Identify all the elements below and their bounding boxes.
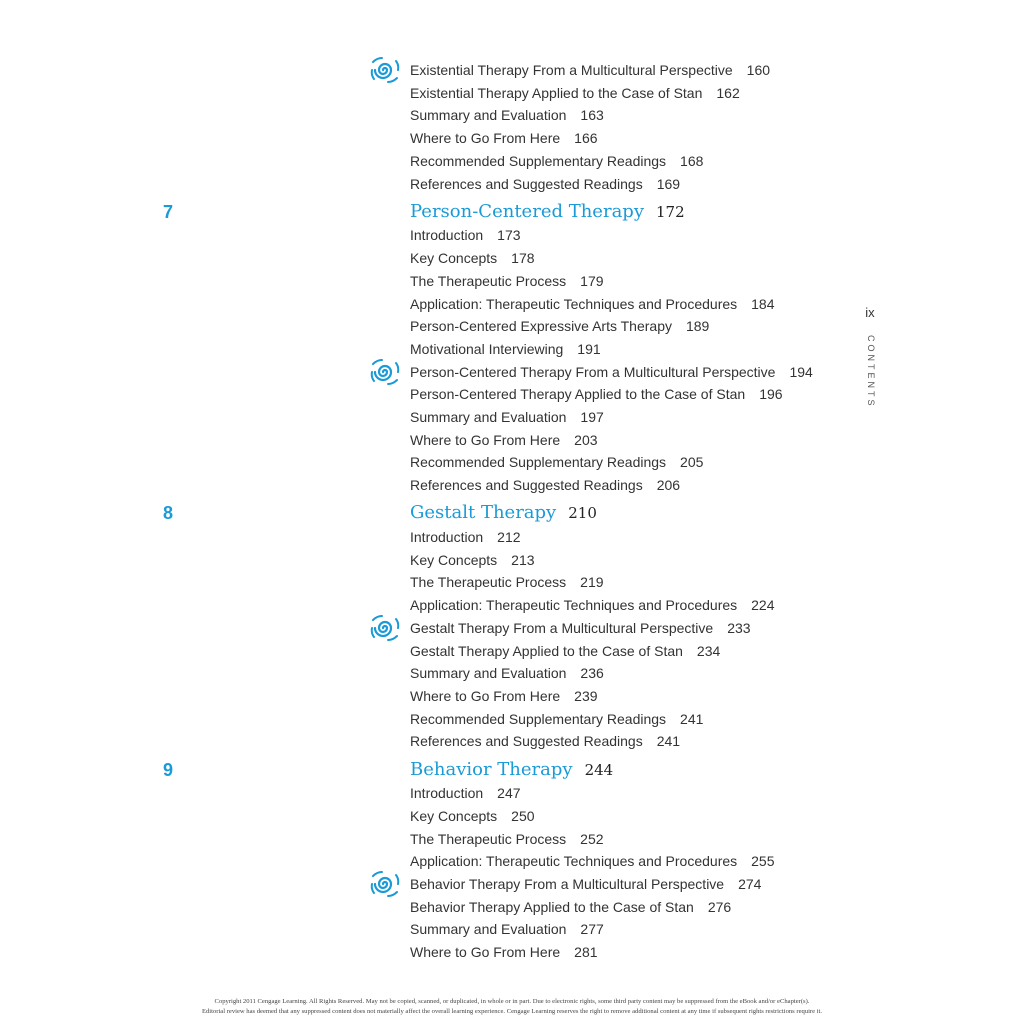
chapter-number: 8 bbox=[162, 503, 173, 524]
toc-entry[interactable] bbox=[410, 272, 604, 290]
entry-page-number: 224 bbox=[751, 597, 775, 614]
toc-entry[interactable] bbox=[410, 84, 740, 102]
toc-entry[interactable] bbox=[410, 363, 813, 381]
toc-entry[interactable] bbox=[410, 431, 598, 449]
toc-entry[interactable] bbox=[410, 408, 604, 426]
entry-page-number: 160 bbox=[746, 62, 771, 78]
entry-page-number: 255 bbox=[751, 853, 775, 870]
entry-title: Recommended Supplementary Readings bbox=[410, 710, 667, 727]
entry-title: Where to Go From Here bbox=[410, 944, 561, 961]
toc-entry[interactable] bbox=[410, 551, 535, 569]
entry-page-number: 239 bbox=[574, 687, 598, 704]
entry-page-number: 281 bbox=[574, 944, 598, 961]
toc-entry[interactable] bbox=[410, 175, 680, 193]
entry-page-number: 169 bbox=[656, 175, 681, 192]
entry-page-number: 205 bbox=[680, 454, 704, 471]
entry-title: Recommended Supplementary Readings bbox=[410, 152, 667, 169]
entry-title: Existential Therapy Applied to the Case of Stan bbox=[410, 84, 703, 101]
copyright-notice bbox=[0, 997, 1024, 1017]
chapter-title-text: Behavior Therapy bbox=[410, 758, 573, 780]
page-number: ix bbox=[865, 305, 875, 320]
chapter-number: 7 bbox=[162, 201, 173, 222]
entry-title: Gestalt Therapy Applied to the Case of Stan bbox=[410, 642, 683, 659]
toc-entry[interactable] bbox=[410, 106, 604, 124]
entry-page-number: 213 bbox=[511, 551, 535, 568]
entry-page-number: 189 bbox=[685, 318, 710, 335]
chapter-title-text: Person-Centered Therapy bbox=[410, 200, 644, 222]
entry-title: Summary and Evaluation bbox=[410, 107, 567, 124]
toc-entry[interactable] bbox=[410, 898, 731, 916]
entry-title: Person-Centered Therapy From a Multicultural Perspective bbox=[410, 363, 776, 380]
entry-title: Summary and Evaluation bbox=[410, 409, 567, 425]
entry-page-number: 277 bbox=[580, 921, 604, 938]
toc-entry[interactable] bbox=[410, 807, 535, 825]
toc-entry[interactable] bbox=[410, 476, 680, 494]
multicultural-swirl-icon bbox=[370, 614, 400, 642]
toc-entry[interactable] bbox=[410, 596, 775, 614]
entry-title: Where to Go From Here bbox=[410, 687, 561, 704]
chapter-page-number: 172 bbox=[656, 202, 685, 221]
toc-entry[interactable] bbox=[410, 317, 709, 335]
chapter-heading[interactable] bbox=[0, 757, 800, 783]
chapter-title bbox=[410, 199, 685, 225]
entry-title: The Therapeutic Process bbox=[410, 272, 567, 289]
toc-entry[interactable] bbox=[410, 642, 720, 660]
toc-entry[interactable] bbox=[410, 830, 604, 848]
toc-entry[interactable] bbox=[410, 129, 598, 147]
entry-page-number: 206 bbox=[656, 477, 681, 494]
toc-entry[interactable] bbox=[410, 295, 775, 313]
entry-title: Where to Go From Here bbox=[410, 130, 561, 147]
entry-title: Application: Therapeutic Techniques and Procedures bbox=[410, 295, 738, 312]
entry-title: Gestalt Therapy From a Multicultural Perspective bbox=[410, 619, 714, 636]
entry-title: Introduction bbox=[410, 227, 484, 244]
multicultural-swirl-icon bbox=[370, 870, 400, 898]
entry-title: Behavior Therapy From a Multicultural Perspective bbox=[410, 876, 725, 892]
entry-page-number: 168 bbox=[680, 152, 704, 169]
entry-title: Application: Therapeutic Techniques and Procedures bbox=[410, 853, 738, 870]
entry-page-number: 219 bbox=[580, 574, 604, 591]
entry-page-number: 163 bbox=[580, 107, 604, 124]
toc-entry[interactable] bbox=[410, 61, 770, 79]
toc-entry[interactable] bbox=[410, 528, 521, 546]
entry-title: Summary and Evaluation bbox=[410, 921, 567, 938]
entry-title: Motivational Interviewing bbox=[410, 340, 564, 357]
toc-entry[interactable] bbox=[410, 249, 535, 267]
running-head: CONTENTS bbox=[866, 335, 876, 409]
toc-entry[interactable] bbox=[410, 385, 783, 403]
entry-title: Key Concepts bbox=[410, 551, 498, 568]
entry-title: Behavior Therapy Applied to the Case of Stan bbox=[410, 898, 694, 915]
copyright-line-1: Copyright 2011 Cengage Learning. All Rights Reserved. May not be copied, scanned, or duplicated, in whole or in part. Due to electronic rights, some third party content may be suppressed from the eBook and/or eChapter(s). bbox=[214, 998, 810, 1005]
entry-page-number: 178 bbox=[511, 250, 535, 267]
chapter-page-number: 244 bbox=[584, 760, 614, 779]
entry-page-number: 203 bbox=[574, 431, 598, 448]
entry-title: Introduction bbox=[410, 529, 484, 545]
entry-page-number: 184 bbox=[751, 295, 775, 312]
entry-page-number: 191 bbox=[577, 340, 601, 357]
multicultural-swirl-icon bbox=[370, 56, 400, 84]
toc-entry[interactable] bbox=[410, 875, 761, 893]
entry-page-number: 233 bbox=[727, 619, 751, 636]
entry-title: Introduction bbox=[410, 785, 484, 802]
entry-page-number: 162 bbox=[716, 84, 740, 101]
toc-entry[interactable] bbox=[410, 619, 751, 637]
toc-entry[interactable] bbox=[410, 152, 703, 170]
entry-page-number: 236 bbox=[580, 665, 604, 682]
entry-page-number: 252 bbox=[580, 830, 604, 847]
entry-page-number: 212 bbox=[497, 529, 521, 545]
entry-page-number: 274 bbox=[738, 876, 762, 892]
entry-title: Existential Therapy From a Multicultural Perspective bbox=[410, 62, 733, 78]
entry-page-number: 247 bbox=[497, 785, 521, 802]
chapter-page-number: 210 bbox=[568, 504, 597, 523]
toc-entry[interactable] bbox=[410, 784, 521, 802]
entry-page-number: 173 bbox=[497, 227, 521, 244]
entry-page-number: 194 bbox=[789, 363, 813, 380]
chapter-title bbox=[410, 757, 613, 783]
toc-entry[interactable] bbox=[410, 573, 604, 591]
toc-entry[interactable] bbox=[410, 687, 598, 705]
entry-title: Person-Centered Expressive Arts Therapy bbox=[410, 318, 672, 335]
entry-page-number: 179 bbox=[580, 272, 604, 289]
chapter-number: 9 bbox=[162, 759, 173, 780]
entry-title: Recommended Supplementary Readings bbox=[410, 454, 667, 471]
toc-entry[interactable] bbox=[410, 226, 521, 244]
copyright-line-2: Editorial review has deemed that any suppressed content does not materially affect the overall learning experience. Cengage Learning reserves the right to remove additional content at any time if subsequent rights restrictions require it. bbox=[201, 1008, 823, 1015]
entry-title: Application: Therapeutic Techniques and Procedures bbox=[410, 597, 738, 614]
toc-entry[interactable] bbox=[410, 732, 680, 750]
entry-title: Key Concepts bbox=[410, 250, 498, 267]
toc-entry[interactable] bbox=[410, 920, 604, 938]
entry-title: Key Concepts bbox=[410, 807, 498, 824]
entry-title: The Therapeutic Process bbox=[410, 830, 567, 847]
entry-title: References and Suggested Readings bbox=[410, 175, 643, 192]
entry-title: References and Suggested Readings bbox=[410, 477, 643, 494]
entry-page-number: 234 bbox=[696, 642, 721, 659]
entry-title: Where to Go From Here bbox=[410, 431, 561, 448]
toc-entry[interactable] bbox=[410, 852, 775, 870]
chapter-heading[interactable] bbox=[0, 500, 800, 526]
entry-page-number: 196 bbox=[759, 386, 783, 403]
toc-entry[interactable] bbox=[410, 710, 703, 728]
chapter-title bbox=[410, 500, 597, 526]
toc-entry[interactable] bbox=[410, 340, 601, 358]
chapter-heading[interactable] bbox=[0, 199, 800, 225]
entry-page-number: 197 bbox=[580, 409, 604, 425]
entry-title: The Therapeutic Process bbox=[410, 574, 567, 591]
toc-entry[interactable] bbox=[410, 664, 604, 682]
entry-page-number: 241 bbox=[656, 733, 681, 750]
entry-page-number: 241 bbox=[680, 710, 704, 727]
toc-entry[interactable] bbox=[410, 453, 703, 471]
entry-title: Person-Centered Therapy Applied to the Case of Stan bbox=[410, 386, 746, 403]
chapter-title-text: Gestalt Therapy bbox=[410, 502, 557, 524]
multicultural-swirl-icon bbox=[370, 358, 400, 386]
entry-page-number: 166 bbox=[574, 130, 598, 147]
entry-page-number: 250 bbox=[511, 807, 535, 824]
entry-title: Summary and Evaluation bbox=[410, 665, 567, 682]
entry-title: References and Suggested Readings bbox=[410, 733, 643, 750]
entry-page-number: 276 bbox=[707, 898, 732, 915]
toc-entry[interactable] bbox=[410, 943, 598, 961]
